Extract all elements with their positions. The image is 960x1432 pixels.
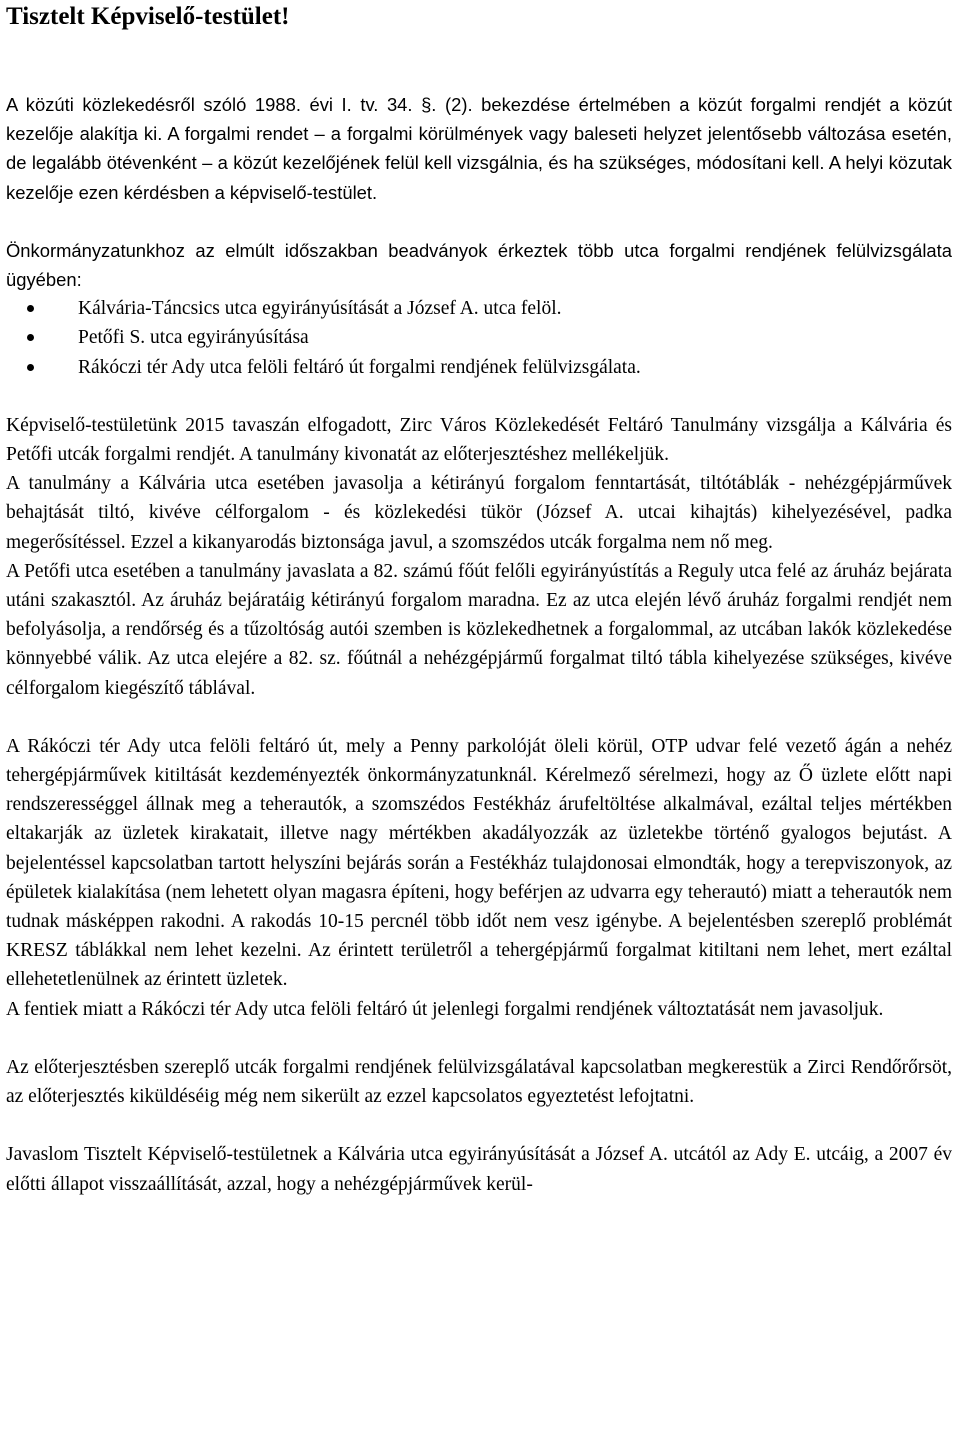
paragraph-proposal: Javaslom Tisztelt Képviselő-testületnek a Kálvária utca egyirányúsítását a József A. utcától az Ady E. utcáig, a 2007 év előtti állapot visszaállítását, azzal, hogy a nehézgépjárművek kerül- — [6, 1144, 952, 1195]
paragraph-petofi: A Petőfi utca esetében a tanulmány javaslata a 82. számú főút felőli egyirányústítás a Reguly utca felé az áruház bejárata utáni szakasztól. Az áruház bejáratáig kétirányú forgalom maradna. Ez az utca elején lévő áruház forgalmi rendjét nem befolyásolja, a rendőrség és a tűzoltóság autói szemben is közlekedhetnek a forgalommal, az utcában lakók közlekedése könnyebbé válik. Az utca elejére a 82. sz. főútnál a nehézgépjármű forgalmat tiltó tábla kihelyezése szükséges, kivéve célforgalom kiegészítő táblával. — [6, 560, 952, 699]
paragraph-legal-basis: A közúti közlekedésről szóló 1988. évi I. tv. 34. §. (2). bekezdése értelmében a közút forgalmi rendjét a közút kezelője alakítja ki. A forgalmi rendet – a forgalmi körülmények vagy baleseti helyzet jelentősebb változása esetén, de legalább ötévenként – a közút kezelőjének felül kell vizsgálnia, és ha szükséges, módosítani kell. A helyi közutak kezelője ezen kérdésben a képviselő-testület. — [6, 94, 952, 203]
list-item — [6, 294, 952, 323]
list-item-text: Rákóczi tér Ady utca felöli feltáró út forgalmi rendjének felülvizsgálata. — [78, 356, 641, 378]
bullet-icon — [27, 364, 34, 371]
bullet-icon — [27, 334, 34, 341]
list-item — [6, 353, 952, 382]
paragraph-submissions: Önkormányzatunkhoz az elmúlt időszakban beadványok érkeztek több utca forgalmi rendjének felülvizsgálata ügyében: — [6, 239, 952, 291]
paragraph-rakoczi-conclusion: A fentiek miatt a Rákóczi tér Ady utca felöli feltáró út jelenlegi forgalmi rendjének változtatását nem javasoljuk. — [6, 998, 884, 1020]
submission-list — [6, 294, 952, 382]
document-title: Tisztelt Képviselő-testület! — [6, 3, 290, 30]
paragraph-study: Képviselő-testületünk 2015 tavaszán elfogadott, Zirc Város Közlekedését Feltáró Tanulmány vizsgálja a Kálvária és Petőfi utcák forgalmi rendjét. A tanulmány kivonatát az előterjesztéshez mellékeljük. — [6, 414, 952, 466]
list-item — [6, 323, 952, 352]
bullet-icon — [27, 305, 34, 312]
document-body — [6, 90, 952, 1199]
paragraph-kalvaria: A tanulmány a Kálvária utca esetében javasolja a kétirányú forgalom fenntartását, tiltótáblák - nehézgépjárművek behajtását tiltó, kivéve célforgalom - és közlekedési tükör (József A. utcai kihajtás) kihelyezésével, padka megerősítéssel. Ezzel a kikanyarodás biztonsága javul, a szomszédos utcák forgalma nem nő meg. — [6, 473, 952, 553]
paragraph-rakoczi: A Rákóczi tér Ady utca felöli feltáró út, mely a Penny parkolóját öleli körül, OTP udvar felé vezető ágán a nehéz tehergépjárművek kitiltását kezdeményezték önkormányzatunknál. Kérelmező sérelmezi, hogy az Ő üzlete előtt napi rendszerességgel állnak meg a teherautók, a szomszédos Festékház árufeltöltése alkalmával, ezáltal teljes mértékben eltakarják az üzletek kirakatait, illetve nagy mértékben akadályozzák az üzletekbe történő gyalogos bejutást. A bejelentéssel kapcsolatban tartott helyszíni bejárás során a Festékház tulajdonosai elmondták, hogy a terepviszonyok, az épületek kialakítása (nem lehetett olyan magasra építeni, hogy beférjen az udvarra egy teherautó) miatt a teherautók nem tudnak másképpen rakodni. A rakodás 10-15 percnél több időt nem vesz igénybe. A bejelentésben szereplő problémát KRESZ táblákkal nem lehet kezelni. Az érintett területről a tehergépjármű forgalmat kitiltani nem lehet, mert ezáltal ellehetetlenülnek az érintett üzletek. — [6, 735, 952, 991]
list-item-text: Kálvária-Táncsics utca egyirányúsítását a József A. utca felöl. — [78, 298, 562, 320]
paragraph-police: Az előterjesztésben szereplő utcák forgalmi rendjének felülvizsgálatával kapcsolatban megkerestük a Zirci Rendőrőrsöt, az előterjesztés kiküldéséig még nem sikerült az ezzel kapcsolatos egyeztetést lefojtatni. — [6, 1056, 952, 1108]
list-item-text: Petőfi S. utca egyirányúsítása — [78, 327, 309, 349]
